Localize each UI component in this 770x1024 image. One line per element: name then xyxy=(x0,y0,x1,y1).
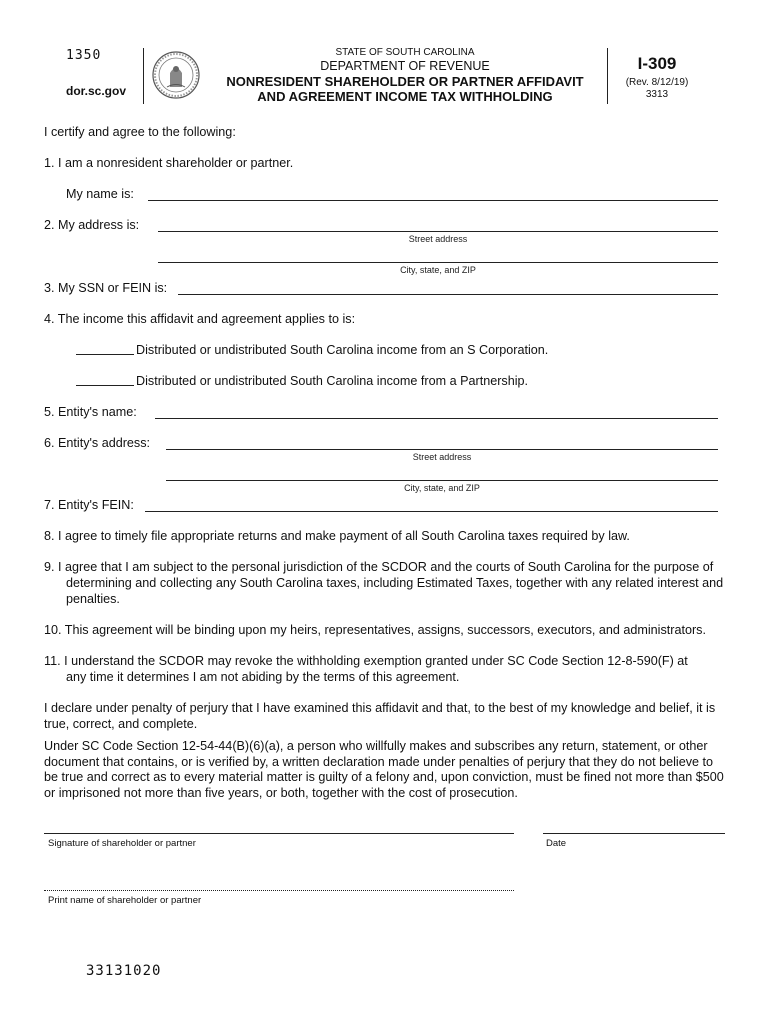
item-9-line1: 9. I agree that I am subject to the personal jurisdiction of the SCDOR and the courts of South Carolina for the purpose of xyxy=(44,560,714,574)
item-3-ssn-label: 3. My SSN or FEIN is: xyxy=(44,281,168,295)
state-seal xyxy=(151,49,201,101)
form-title-line2: AND AGREEMENT INCOME TAX WITHHOLDING xyxy=(257,89,553,104)
signature-label: Signature of shareholder or partner xyxy=(48,838,196,849)
item-8: 8. I agree to timely file appropriate returns and make payment of all South Carolina taxes required by law. xyxy=(44,529,630,543)
form-number: I-309 xyxy=(637,54,677,73)
entity-street-field[interactable] xyxy=(166,449,718,450)
perjury-line4: or imprisoned not more than five years, or both, together with the cost of prosecution. xyxy=(44,786,518,800)
item-11-line2: any time it determines I am not abiding by the terms of this agreement. xyxy=(66,670,460,684)
website: dor.sc.gov xyxy=(66,84,127,98)
revision-date: (Rev. 8/12/19) xyxy=(625,77,689,88)
name-label: My name is: xyxy=(66,187,134,201)
item-5-entity-name-label: 5. Entity's name: xyxy=(44,405,137,419)
entity-city-field[interactable] xyxy=(166,480,718,481)
street-address-caption: Street address xyxy=(408,234,468,244)
declaration-line2: true, correct, and complete. xyxy=(44,717,198,731)
entity-city-caption: City, state, and ZIP xyxy=(404,483,480,493)
item-9-line3: penalties. xyxy=(66,592,120,606)
print-name-field[interactable] xyxy=(44,890,514,891)
city-state-zip-caption: City, state, and ZIP xyxy=(400,265,476,275)
item-10: 10. This agreement will be binding upon my heirs, representatives, assigns, successors, executors, and administrators. xyxy=(44,623,706,637)
perjury-line3: be true and correct as to every material matter is guilty of a felony and, upon conviction, must be fined not more than $500 xyxy=(44,770,724,784)
item-11-line1: 11. I understand the SCDOR may revoke the withholding exemption granted under SC Code Section 12-8-590(F) at xyxy=(44,654,688,668)
s-corp-check-blank[interactable] xyxy=(76,354,134,355)
partnership-option: Distributed or undistributed South Carolina income from a Partnership. xyxy=(136,374,528,388)
entity-street-caption: Street address xyxy=(412,452,472,462)
ssn-fein-field[interactable] xyxy=(178,294,718,295)
declaration-line1: I declare under penalty of perjury that I have examined this affidavit and that, to the best of my knowledge and belief, it is xyxy=(44,701,716,715)
state-name: STATE OF SOUTH CAROLINA xyxy=(335,47,475,58)
item-9-line2: determining and collecting any South Carolina taxes, including Estimated Taxes, together with any related interest and xyxy=(66,576,724,590)
header-divider-left xyxy=(143,48,144,104)
name-field[interactable] xyxy=(148,200,718,201)
entity-name-field[interactable] xyxy=(155,418,718,419)
item-2-address-label: 2. My address is: xyxy=(44,218,140,232)
item-6-entity-address-label: 6. Entity's address: xyxy=(44,436,151,450)
intro-statement: I certify and agree to the following: xyxy=(44,125,236,139)
date-label: Date xyxy=(546,838,567,849)
form-code-top: 1350 xyxy=(66,48,102,63)
form-title-line1: NONRESIDENT SHAREHOLDER OR PARTNER AFFIDAVIT xyxy=(226,74,584,89)
address-city-field[interactable] xyxy=(158,262,718,263)
item-7-entity-fein-label: 7. Entity's FEIN: xyxy=(44,498,134,512)
item-1: 1. I am a nonresident shareholder or partner. xyxy=(44,156,294,170)
footer-barcode-number: 33131020 xyxy=(86,963,162,979)
s-corp-option: Distributed or undistributed South Carolina income from an S Corporation. xyxy=(136,343,549,357)
perjury-line1: Under SC Code Section 12-54-44(B)(6)(a), a person who willfully makes and subscribes any return, statement, or other xyxy=(44,739,708,753)
date-field[interactable] xyxy=(543,833,725,834)
form-id: 3313 xyxy=(645,89,669,100)
signature-field[interactable] xyxy=(44,833,514,834)
address-street-field[interactable] xyxy=(158,231,718,232)
department-name: DEPARTMENT OF REVENUE xyxy=(320,59,490,73)
partnership-check-blank[interactable] xyxy=(76,385,134,386)
entity-fein-field[interactable] xyxy=(145,511,718,512)
print-name-label: Print name of shareholder or partner xyxy=(48,895,202,906)
item-4: 4. The income this affidavit and agreement applies to is: xyxy=(44,312,356,326)
perjury-line2: document that contains, or is verified by, a written declaration made under penalties of perjury that they do not believe to xyxy=(44,755,714,769)
